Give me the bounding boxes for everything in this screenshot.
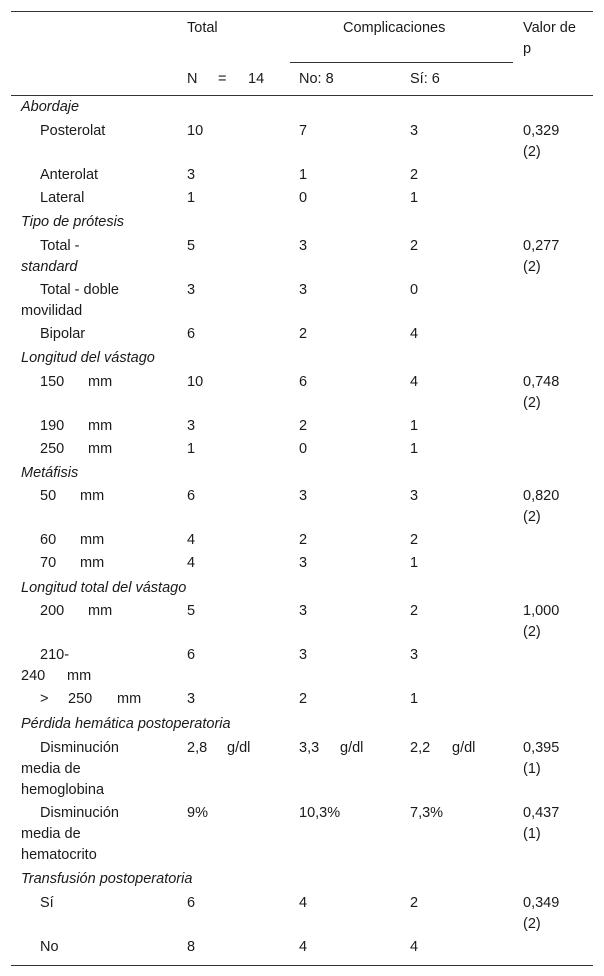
cell-si: 0 [410,282,419,298]
cell-no: 2 [299,691,308,707]
cell-pvalue: 0,820 (2) [523,488,560,525]
row-label-cont: movilidad [21,303,83,319]
row-label-num: 50 [40,488,57,504]
row-label: Bipolar [40,326,86,342]
cell-si: 1 [410,555,419,571]
row-label: 210- [40,647,70,663]
row-label-cont: hematocrito [21,847,97,863]
cell-si: 3 [410,488,419,504]
row-label-num: 250 [40,441,65,457]
cell-si: 4 [410,939,419,955]
table-bottom-rule [11,965,593,966]
cell-no: 2 [299,326,308,342]
cell-total: 6 [187,488,196,504]
row-label-cont: hemoglobina [21,782,105,798]
cell-no: 2 [299,532,308,548]
cell-total: 5 [187,238,196,254]
cell-total: 4 [187,532,196,548]
row-label-unit: mm [80,555,105,571]
section-longitud-total: Longitud total del vástago [21,580,187,596]
cell-no-num: 3,3 [299,740,320,756]
cell-no: 0 [299,441,308,457]
cell-no: 10,3% [299,805,341,821]
cell-no: 6 [299,374,308,390]
cell-total: 6 [187,326,196,342]
cell-pvalue: 0,277 (2) [523,238,560,275]
row-label-unit: mm [67,668,92,684]
row-label: No [40,939,59,955]
cell-total: 1 [187,190,196,206]
cell-si: 2 [410,895,419,911]
row-label-cont: standard [21,259,78,275]
row-label-num: 70 [40,555,57,571]
cell-pvalue: 0,437 (1) [523,805,560,842]
cell-pvalue: 0,329 (2) [523,123,560,160]
row-label-unit: mm [88,603,113,619]
cell-no: 3 [299,555,308,571]
header-no: No: 8 [299,71,334,87]
cell-total: 3 [187,282,196,298]
header-n-value: 14 [248,71,265,87]
cell-si-num: 2,2 [410,740,431,756]
cell-total: 1 [187,441,196,457]
cell-total: 3 [187,691,196,707]
cell-total: 9% [187,805,208,821]
cell-pvalue: 1,000 (2) [523,603,560,640]
row-label-cont: media de [21,826,81,842]
header-total: Total [187,20,218,36]
row-label-num: 60 [40,532,57,548]
section-longitud: Longitud del vástago [21,350,155,366]
cell-no: 2 [299,418,308,434]
cell-pvalue: 0,349 (2) [523,895,560,932]
cell-total: 10 [187,374,204,390]
row-label-num: 250 [68,691,93,707]
cell-pvalue: 0,748 (2) [523,374,560,411]
row-label: Disminución [40,805,119,821]
cell-total: 5 [187,603,196,619]
cell-si: 7,3% [410,805,444,821]
row-label: Sí [40,895,54,911]
cell-no: 3 [299,238,308,254]
cell-si: 3 [410,123,419,139]
header-n-label: N [187,71,198,87]
row-label-num: 240 [21,668,46,684]
row-label-num: 190 [40,418,65,434]
cell-si: 1 [410,190,419,206]
cell-si: 2 [410,167,419,183]
cell-si: 1 [410,691,419,707]
cell-total-num: 2,8 [187,740,208,756]
row-label: Anterolat [40,167,99,183]
cell-total: 8 [187,939,196,955]
section-perdida: Pérdida hemática postoperatoria [21,716,231,732]
row-label-unit: mm [80,488,105,504]
cell-total: 6 [187,647,196,663]
cell-no: 4 [299,895,308,911]
row-label-num: 200 [40,603,65,619]
cell-total: 6 [187,895,196,911]
cell-total: 10 [187,123,204,139]
row-label: Lateral [40,190,85,206]
row-label-unit: mm [88,441,113,457]
cell-total: 4 [187,555,196,571]
header-pvalue: Valor de p [523,20,576,57]
section-metafisis: Metáfisis [21,465,79,481]
cell-no: 3 [299,282,308,298]
cell-total: 3 [187,418,196,434]
cell-no: 0 [299,190,308,206]
cell-no: 1 [299,167,308,183]
row-label-unit: mm [117,691,142,707]
cell-total-unit: g/dl [227,740,251,756]
complications-underline [290,62,513,63]
cell-total: 3 [187,167,196,183]
cell-no-unit: g/dl [340,740,364,756]
cell-si: 3 [410,647,419,663]
row-label-unit: mm [88,374,113,390]
row-label-unit: mm [80,532,105,548]
section-transfusion: Transfusión postoperatoria [21,871,193,887]
cell-si: 4 [410,326,419,342]
header-si: Sí: 6 [410,71,440,87]
cell-no: 3 [299,647,308,663]
header-n-equals: = [218,71,227,87]
section-abordaje: Abordaje [21,99,80,115]
row-label-unit: mm [88,418,113,434]
cell-si: 2 [410,238,419,254]
row-label-num: 150 [40,374,65,390]
cell-si: 2 [410,532,419,548]
cell-pvalue: 0,395 (1) [523,740,560,777]
header-complications: Complicaciones [343,20,446,36]
row-label: Disminución [40,740,119,756]
cell-no: 3 [299,488,308,504]
row-label-gt: > [40,691,49,707]
table-top-rule [11,11,593,12]
cell-si: 4 [410,374,419,390]
cell-si-unit: g/dl [452,740,476,756]
cell-no: 7 [299,123,308,139]
cell-no: 4 [299,939,308,955]
row-label-cont: media de [21,761,81,777]
cell-no: 3 [299,603,308,619]
cell-si: 2 [410,603,419,619]
cell-si: 1 [410,441,419,457]
row-label: Total - doble [40,282,119,298]
header-bottom-rule [11,95,593,96]
row-label: Total - [40,238,80,254]
section-protesis: Tipo de prótesis [21,214,125,230]
results-table [11,11,593,966]
cell-si: 1 [410,418,419,434]
row-label: Posterolat [40,123,106,139]
